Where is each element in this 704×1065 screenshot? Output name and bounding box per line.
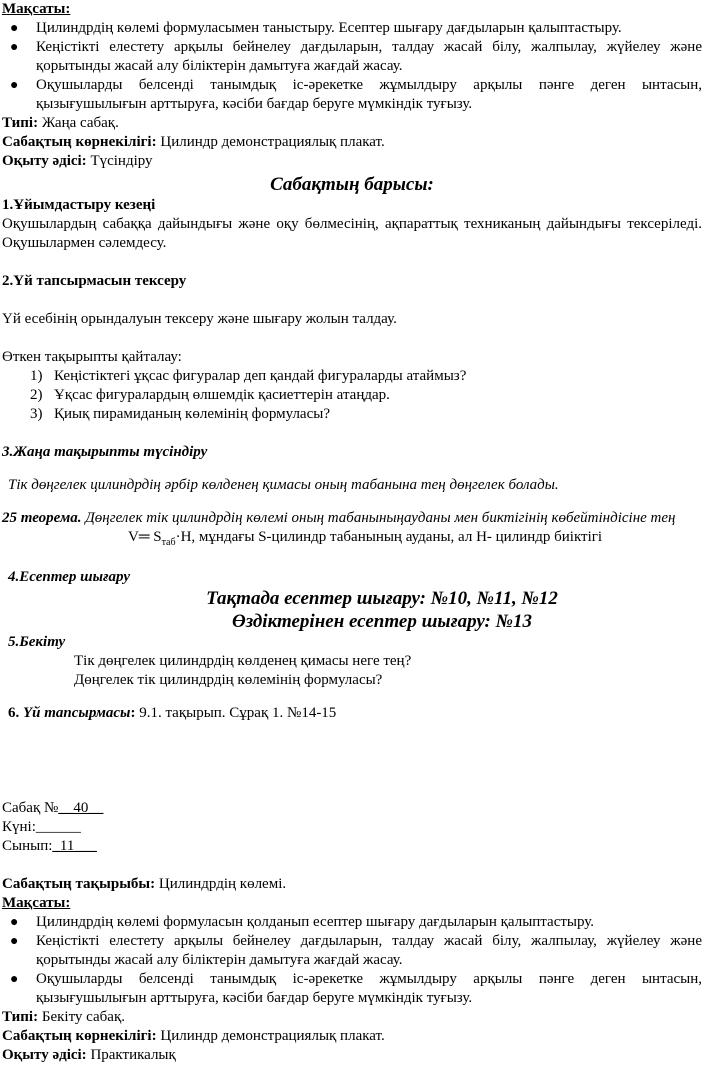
section-3-title: 3.Жаңа тақырыпты түсіндіру	[2, 444, 208, 460]
self-problems: Өздіктерінен есептер шығару: №13	[232, 611, 532, 632]
goal-item: ● Цилиндрдің көлемі формуласымен таныстыру. Есептер шығару дағдыларын қалыптастыру.	[10, 20, 622, 36]
lesson-visuals: Сабақтың көрнекілігі: Цилиндр демонстрациялық плакат.	[2, 134, 385, 150]
question-item: 1) Кеңістіктегі ұқсас фигуралар деп қандай фигураларды атаймыз?	[30, 368, 467, 384]
lesson-progress-heading: Сабақтың барысы:	[270, 174, 434, 195]
section-3-statement: Тік дөңгелек цилиндрдің әрбір көлденең қимасы оның табанына тең дөңгелек болады.	[8, 477, 559, 493]
bullet-icon: ●	[10, 21, 19, 36]
section-2-title: 2.Үй тапсырмасын тексеру	[2, 273, 187, 289]
section-1-text: Оқушылардың сабаққа дайындығы және оқу бөлмесінің, ақпараттық техниканың дайындығы тексеріледі. Оқушылармен сәлемдесу.	[2, 216, 702, 251]
reinforce-question: Тік дөңгелек цилиндрдің көлденең қимасы неге тең?	[74, 653, 412, 669]
volume-formula: V═ $S_{таб}\cdot H$, мұндағы S-цилиндр табанының ауданы, ал Н- цилиндр биіктігі	[128, 529, 603, 548]
reinforce-question: Дөңгелек тік цилиндрдің көлемінің формуласы?	[74, 672, 383, 688]
section-2-text: Үй есебінің орындалуын тексеру және шығару жолын талдау.	[2, 311, 397, 327]
bullet-icon: ●	[10, 972, 19, 987]
goal-item: ● Цилиндрдің көлемі формуласын қолданып есептер шығару дағдыларын қалыптастыру.	[10, 914, 595, 930]
goals-list	[2, 19, 702, 114]
document-page	[2, 0, 702, 1065]
section-1-title: 1.Ұйымдастыру кезеңі	[2, 197, 156, 213]
teaching-method-2: Оқыту әдісі: Практикалық	[2, 1047, 176, 1063]
goal-item: ● Оқушыларды белсенді танымдық іс-әрекетке жұмылдыру арқылы пәнге деген ынтасын, қызығушылығын арттыруға, кәсіби бағдар беруге мүмкіндік туғызу.	[10, 971, 702, 1006]
goals-list-2	[2, 913, 702, 1008]
goals-heading: Мақсаты:	[2, 1, 71, 17]
theorem: 25 теорема. Дөңгелек тік цилиндрдің көлемі оның табаныныңауданы мен биктігінің көбейтіндісіне тең	[2, 510, 676, 526]
lesson-number: Сабақ №__40__	[2, 800, 104, 816]
bullet-icon: ●	[10, 934, 19, 949]
teaching-method: Оқыту әдісі: Түсіндіру	[2, 153, 153, 169]
review-heading: Өткен тақырыпты қайталау:	[2, 349, 182, 365]
homework: 6. Үй тапсырмасы: 9.1. тақырып. Сұрақ 1. №14-15	[8, 705, 337, 721]
goals-heading-2: Мақсаты:	[2, 895, 71, 911]
review-questions	[2, 367, 702, 424]
question-item: 3) Қиық пирамиданың көлемінің формуласы?	[30, 406, 330, 422]
goal-item: ● Оқушыларды белсенді танымдық іс-әрекетке жұмылдыру арқылы пәнге деген ынтасын, қызығушылығын арттыруға, кәсіби бағдар беруге мүмкіндік туғызу.	[10, 77, 702, 112]
section-4-title: 4.Есептер шығару	[8, 569, 130, 585]
section-5-title: 5.Бекіту	[8, 634, 66, 650]
bullet-icon: ●	[10, 915, 19, 930]
lesson-type: Типі: Жаңа сабақ.	[2, 115, 119, 131]
goal-item: ● Кеңістікті елестету арқылы бейнелеу дағдыларын, талдау жасай білу, жалпылау, жүйелеу және қорытынды жасай алу біліктерін дамытуға жағдай жасау.	[10, 39, 702, 74]
question-item: 2) Ұқсас фигуралардың өлшемдік қасиеттерін атаңдар.	[30, 387, 390, 403]
bullet-icon: ●	[10, 40, 19, 55]
goal-item: ● Кеңістікті елестету арқылы бейнелеу дағдыларын, талдау жасай білу, жалпылау, жүйелеу және қорытынды жасай алу біліктерін дамытуға жағдай жасау.	[10, 933, 702, 968]
lesson-class: Сынып:_11___	[2, 838, 97, 854]
lesson-visuals-2: Сабақтың көрнекілігі: Цилиндр демонстрациялық плакат.	[2, 1028, 385, 1044]
lesson-topic: Сабақтың тақырыбы: Цилиндрдің көлемі.	[2, 876, 287, 892]
lesson-date: Күні:______	[2, 819, 81, 835]
board-problems: Тақтада есептер шығару: №10, №11, №12	[206, 588, 558, 609]
bullet-icon: ●	[10, 78, 19, 93]
lesson-type-2: Типі: Бекіту сабақ.	[2, 1009, 126, 1025]
